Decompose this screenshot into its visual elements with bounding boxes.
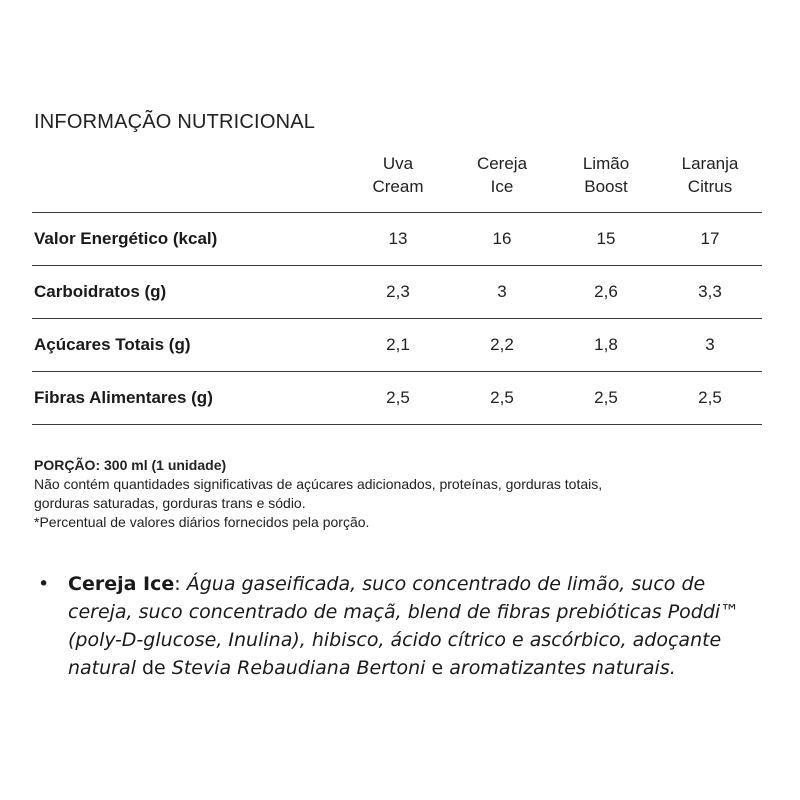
portion-text: PORÇÃO: 300 ml (1 unidade) xyxy=(34,457,227,473)
serving-notes xyxy=(34,456,754,532)
table-cell: 2,5 xyxy=(490,388,514,407)
table-row-carbs xyxy=(32,266,762,319)
column-header-cereja-ice xyxy=(442,152,562,198)
ingredients-text: Stevia Rebaudiana Bertoni xyxy=(171,657,426,679)
table-cell: 3,3 xyxy=(698,282,722,301)
bullet-icon: • xyxy=(38,573,50,595)
table-cell: 16 xyxy=(492,229,512,248)
column-header-line: Cereja xyxy=(476,154,528,173)
note-line: *Percentual de valores diários fornecidos pela porção. xyxy=(34,514,370,530)
row-label: Fibras Alimentares (g) xyxy=(34,388,213,407)
table-cell: 1,8 xyxy=(594,335,618,354)
ingredients-text: aromatizantes naturais. xyxy=(449,657,676,679)
table-cell: 2,2 xyxy=(490,335,514,354)
column-header-line: Citrus xyxy=(687,177,733,196)
ingredients-text: Água gaseificada, suco concentrado de limão, suco de cereja, suco concentrado de maçã, blend de fibras prebióticas Poddi™ (poly-D-glucose, Inulina), hibisco, ácido cítrico e ascórbico, adoçante natural xyxy=(68,573,740,679)
note-line: Não contém quantidades significativas de açúcares adicionados, proteínas, gorduras totais, xyxy=(34,476,603,492)
ingredients-text: e xyxy=(425,657,450,679)
table-cell: 2,6 xyxy=(594,282,618,301)
table-cell: 2,5 xyxy=(698,388,722,407)
column-header-line: Boost xyxy=(584,177,628,196)
table-cell: 2,5 xyxy=(386,388,410,407)
ingredients-text: de xyxy=(135,657,172,679)
separator: : xyxy=(174,573,187,595)
table-cell: 2,3 xyxy=(386,282,410,301)
row-label: Carboidratos (g) xyxy=(34,282,167,301)
table-row-sugars xyxy=(32,319,762,372)
column-header-line: Limão xyxy=(582,154,630,173)
column-header-laranja-citrus xyxy=(650,152,770,198)
table-cell: 2,1 xyxy=(386,335,410,354)
table-cell: 15 xyxy=(596,229,616,248)
note-line: gorduras saturadas, gorduras trans e sódio. xyxy=(34,495,306,511)
column-header-line: Cream xyxy=(372,177,424,196)
table-row-energy xyxy=(32,213,762,266)
table-cell: 13 xyxy=(388,229,408,248)
column-header-line: Uva xyxy=(382,154,414,173)
table-cell: 2,5 xyxy=(594,388,618,407)
row-label: Açúcares Totais (g) xyxy=(34,335,191,354)
table-cell: 17 xyxy=(700,229,720,248)
product-name: Cereja Ice xyxy=(68,573,175,595)
nutrition-title: INFORMAÇÃO NUTRICIONAL xyxy=(34,111,316,133)
table-header-row xyxy=(32,150,762,213)
column-header-line: Laranja xyxy=(681,154,739,173)
ingredients-list xyxy=(38,570,768,682)
table-row-fiber xyxy=(32,372,762,425)
nutrition-table xyxy=(32,150,762,425)
column-header-uva-cream xyxy=(338,152,458,198)
row-label: Valor Energético (kcal) xyxy=(34,229,218,248)
table-cell: 3 xyxy=(497,282,507,301)
table-cell: 3 xyxy=(705,335,715,354)
ingredients-item xyxy=(38,570,768,682)
column-header-line: Ice xyxy=(490,177,514,196)
column-header-limao-boost xyxy=(546,152,666,198)
